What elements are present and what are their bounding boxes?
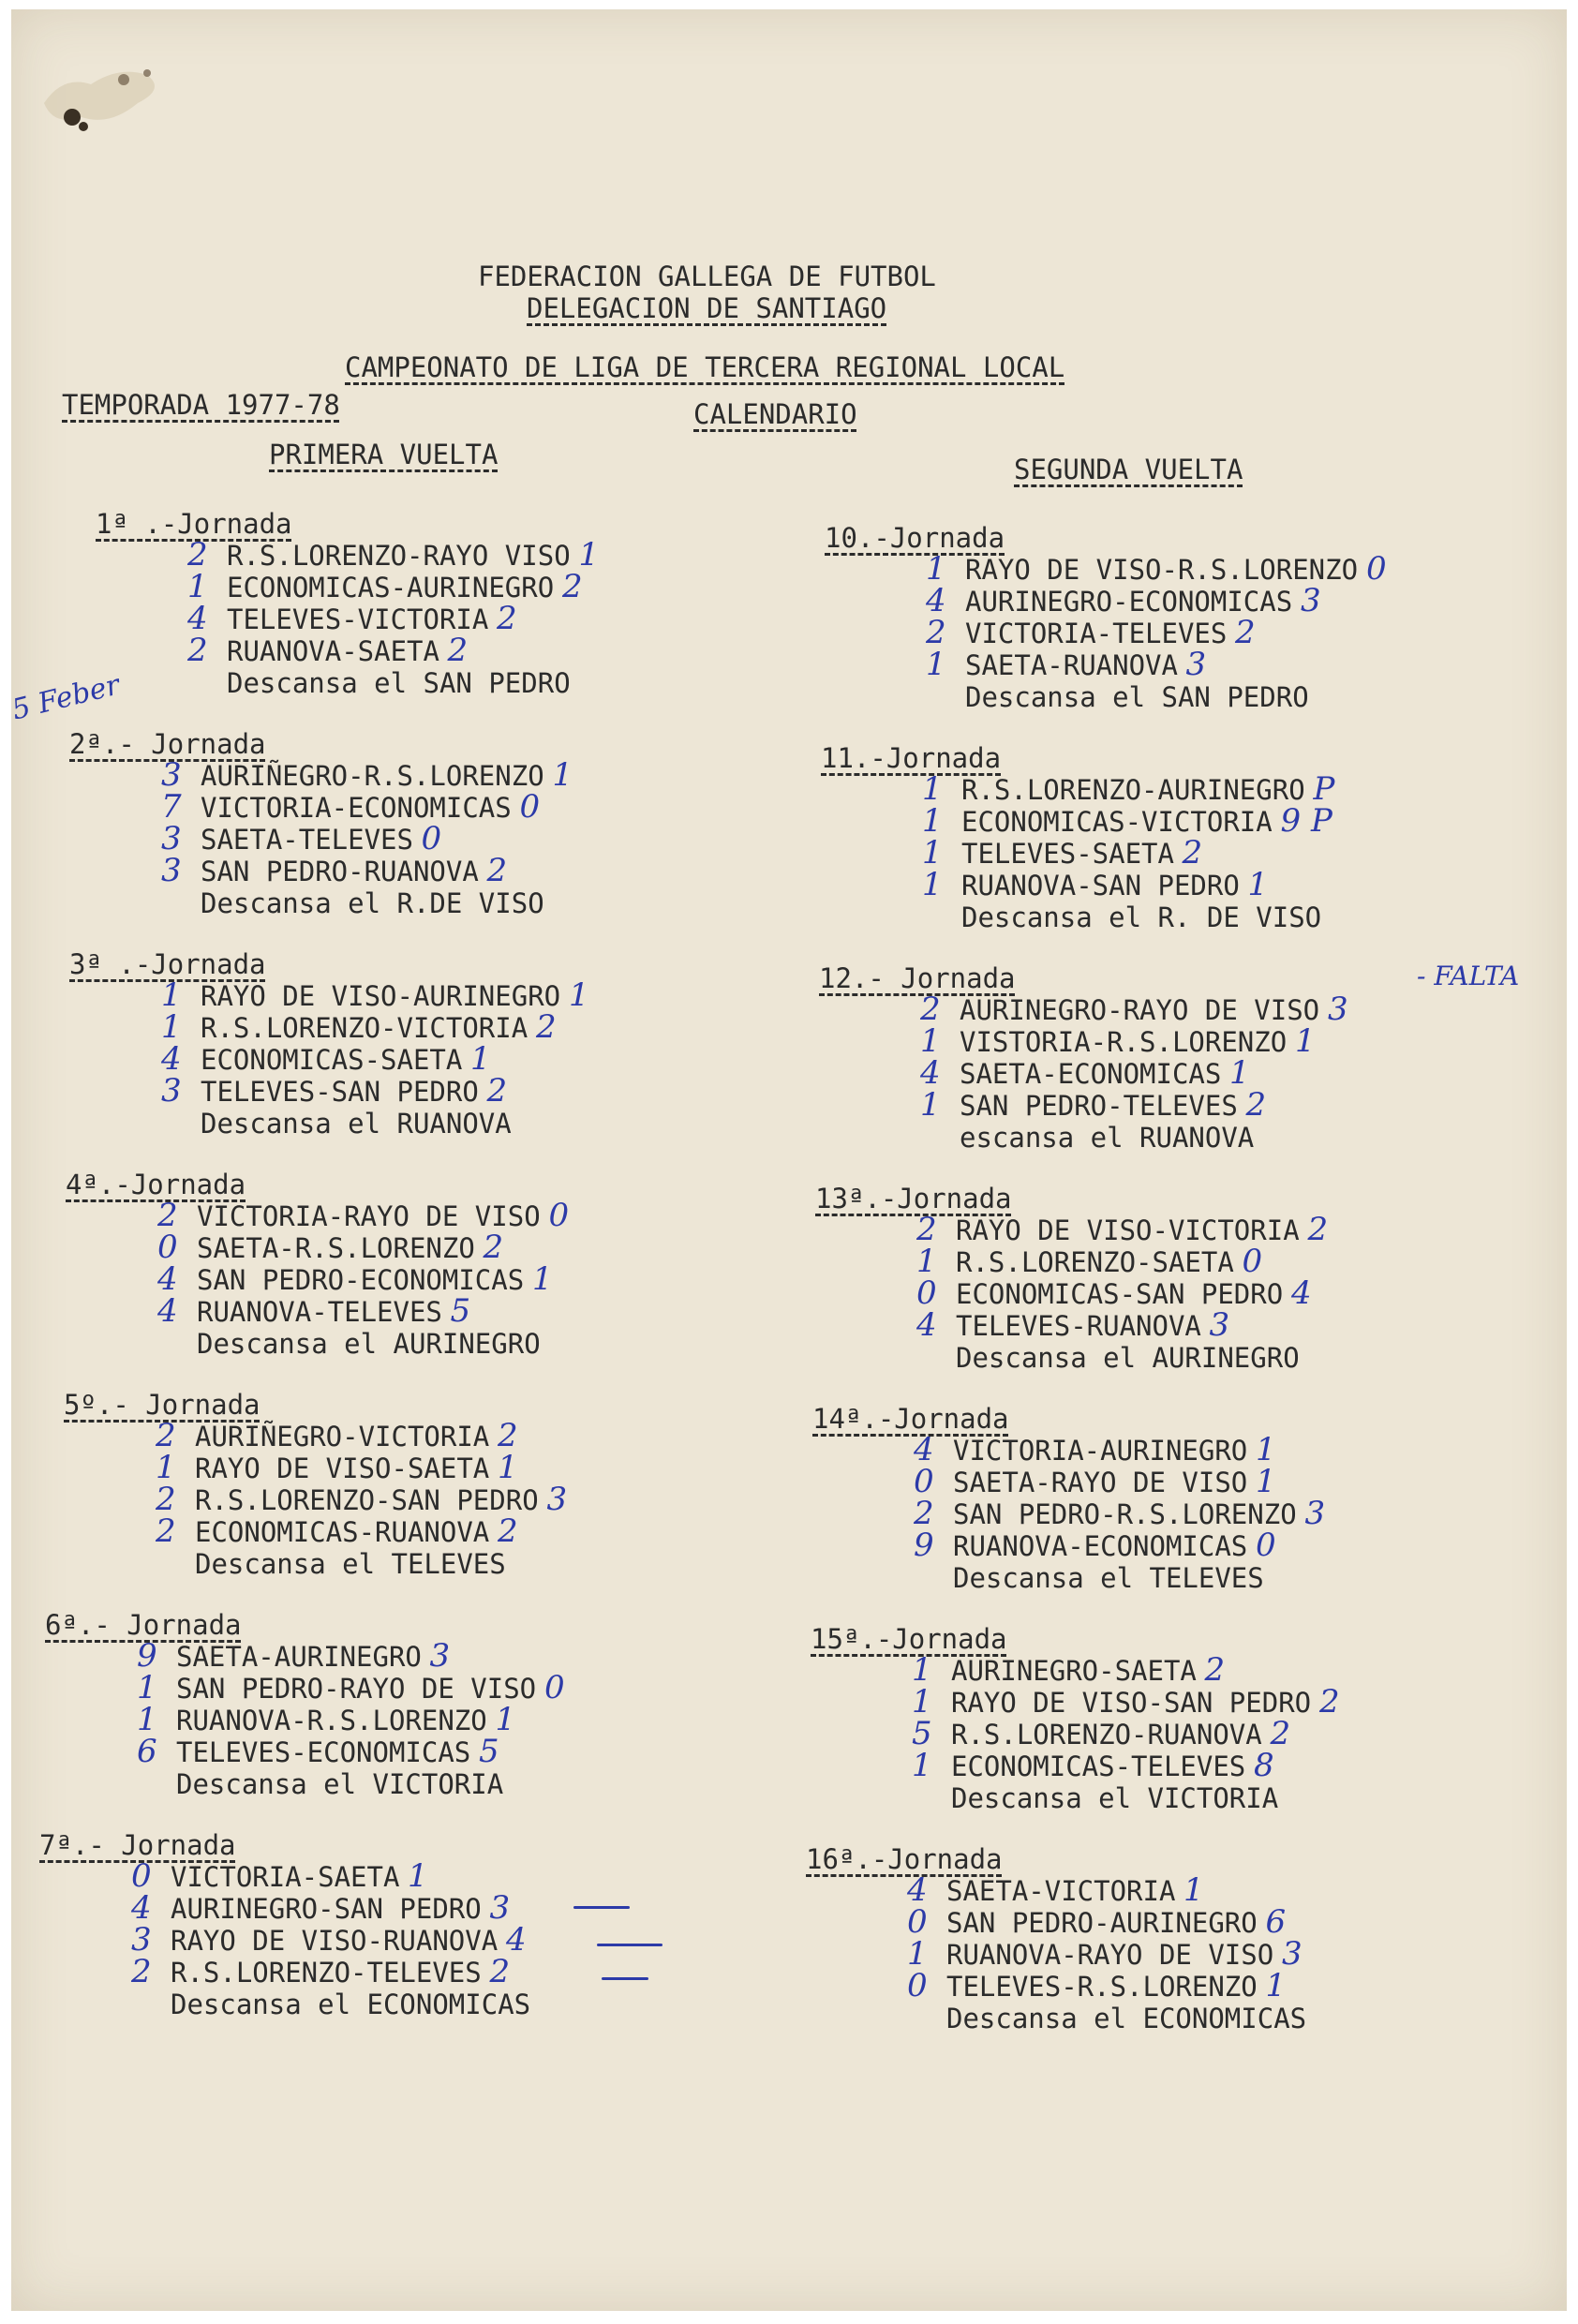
handwritten-score: 1: [922, 770, 943, 808]
handwritten-score: 2: [926, 614, 946, 651]
handwritten-score: 2: [187, 632, 208, 669]
handwritten-score: 1: [922, 802, 943, 840]
delegation-title: DELEGACION DE SANTIAGO: [527, 292, 887, 324]
match-fixture: VICTORIA-ECONOMICAS: [201, 792, 512, 824]
jornada-title: 15ª.-Jornada: [811, 1623, 1007, 1655]
handwritten-score: 1: [187, 568, 208, 605]
season-label: TEMPORADA 1977-78: [62, 389, 340, 421]
handwritten-score: 0: [1366, 550, 1387, 588]
handwritten-score: 2: [447, 632, 469, 669]
jornada-title: 16ª.-Jornada: [806, 1843, 1003, 1875]
handwritten-score: 2: [914, 1495, 934, 1532]
handwritten-score: 2: [156, 1417, 176, 1454]
handwritten-score: 5: [479, 1733, 499, 1770]
handwritten-score: 3: [1301, 582, 1321, 619]
handwritten-score: 9: [914, 1527, 934, 1564]
match-fixture: R.S.LORENZO-RAYO VISO: [227, 540, 571, 572]
handwritten-score: 1: [1256, 1463, 1276, 1500]
calendar-label: CALENDARIO: [693, 398, 857, 430]
handwritten-score: 3: [161, 852, 182, 889]
handwritten-score: 1: [1295, 1022, 1316, 1060]
handwritten-score: 0: [907, 1903, 928, 1941]
handwritten-score: 4: [157, 1260, 178, 1298]
handwritten-score: 2: [486, 1072, 508, 1110]
match-fixture: VICTORIA-TELEVES: [965, 618, 1228, 649]
handwritten-score: 1: [926, 550, 946, 588]
match-fixture: ECONOMICAS-AURINEGRO: [227, 572, 555, 603]
handwritten-score: 1: [498, 1449, 518, 1486]
handwritten-score: 0: [421, 820, 442, 857]
match-fixture: TELEVES-SAN PEDRO: [201, 1076, 479, 1108]
match-fixture: RAYO DE VISO-RUANOVA: [171, 1925, 499, 1957]
margin-note-falta: - FALTA: [1417, 961, 1520, 991]
handwritten-score: 0: [544, 1669, 565, 1706]
jornada-title: 2ª.- Jornada: [69, 728, 266, 760]
handwritten-score: 2: [1204, 1651, 1226, 1689]
match-fixture: AURINEGRO-ECONOMICAS: [965, 586, 1293, 618]
handwritten-score: 1: [161, 1008, 182, 1046]
handwritten-score: 1: [495, 1701, 516, 1738]
match-fixture: SAETA-R.S.LORENZO: [197, 1232, 475, 1264]
handwritten-score: 1: [926, 646, 946, 683]
handwritten-score: 1: [922, 866, 943, 903]
handwritten-score: 3: [1185, 646, 1207, 683]
handwritten-score: 9: [137, 1637, 157, 1675]
match-fixture: TELEVES-VICTORIA: [227, 603, 489, 635]
match-fixture: RUANOVA-SAETA: [227, 635, 439, 667]
handwritten-score: 5: [912, 1715, 932, 1752]
match-fixture: R.S.LORENZO-RUANOVA: [951, 1719, 1262, 1750]
handwritten-score: 2: [536, 1008, 557, 1046]
handwritten-score: 1: [408, 1857, 428, 1895]
handwritten-score: 1: [532, 1260, 553, 1298]
handwritten-score: 2: [1182, 834, 1203, 872]
handwritten-score: 4: [1291, 1274, 1312, 1312]
rest-team-note: Descansa el TELEVES: [953, 1562, 1264, 1594]
match-fixture: RUANOVA-R.S.LORENZO: [176, 1705, 487, 1736]
rest-team-note: Descansa el ECONOMICAS: [171, 1989, 531, 2020]
jornada-title: 6ª.- Jornada: [45, 1609, 242, 1641]
document-sheet: [8, 9, 1567, 2311]
handwritten-score: 4: [916, 1306, 937, 1344]
handwritten-score: 2: [187, 536, 208, 574]
handwritten-score: 2: [131, 1953, 152, 1990]
handwritten-score: 3: [489, 1889, 511, 1927]
rest-team-note: Descansa el ECONOMICAS: [946, 2003, 1307, 2034]
handwritten-score: 3: [429, 1637, 451, 1675]
match-fixture: TELEVES-SAETA: [961, 838, 1174, 870]
handwritten-score: 4: [506, 1921, 527, 1959]
handwritten-score: 2: [157, 1197, 178, 1234]
handwritten-score: 1: [1265, 1967, 1287, 2004]
rest-team-note: escansa el RUANOVA: [960, 1122, 1255, 1154]
first-round-heading: PRIMERA VUELTA: [269, 439, 499, 470]
rest-team-note: Descansa el R. DE VISO: [961, 901, 1322, 933]
rest-team-note: Descansa el R.DE VISO: [201, 887, 544, 919]
second-round-heading: SEGUNDA VUELTA: [1014, 454, 1243, 485]
rest-team-note: Descansa el SAN PEDRO: [227, 667, 571, 699]
ink-dash: [573, 1906, 630, 1909]
handwritten-score: 2: [156, 1512, 176, 1550]
ink-dash: [602, 1977, 648, 1980]
handwritten-score: 1: [470, 1040, 491, 1078]
handwritten-score: 2: [1270, 1715, 1291, 1752]
match-fixture: VISTORIA-R.S.LORENZO: [960, 1026, 1288, 1058]
match-fixture: TELEVES-ECONOMICAS: [176, 1736, 471, 1768]
handwritten-score: 0: [548, 1197, 570, 1234]
match-fixture: AURINEGRO-SAETA: [951, 1655, 1197, 1687]
championship-title: CAMPEONATO DE LIGA DE TERCERA REGIONAL LOCAL: [345, 351, 1065, 383]
handwritten-score: 4: [157, 1292, 178, 1330]
handwritten-score: 1: [569, 976, 589, 1014]
handwritten-score: 7: [161, 788, 182, 826]
handwritten-score: 1: [1247, 866, 1269, 903]
rest-team-note: Descansa el RUANOVA: [201, 1108, 512, 1140]
match-fixture: TELEVES-R.S.LORENZO: [946, 1971, 1258, 2003]
handwritten-score: 0: [157, 1229, 178, 1266]
handwritten-score: 2: [156, 1481, 176, 1518]
handwritten-score: 1: [578, 536, 600, 574]
handwritten-score: 1: [1256, 1431, 1276, 1468]
handwritten-score: 8: [1254, 1747, 1274, 1784]
handwritten-score: 3: [1282, 1935, 1303, 1973]
match-fixture: RAYO DE VISO-SAN PEDRO: [951, 1687, 1312, 1719]
match-fixture: ECONOMICAS-TELEVES: [951, 1750, 1246, 1782]
match-fixture: RAYO DE VISO-R.S.LORENZO: [965, 554, 1359, 586]
match-fixture: R.S.LORENZO-AURINEGRO: [961, 774, 1305, 806]
match-fixture: SAN PEDRO-RUANOVA: [201, 856, 479, 887]
match-fixture: SAN PEDRO-AURINEGRO: [946, 1907, 1258, 1939]
handwritten-score: 2: [916, 1211, 937, 1248]
rest-team-note: Descansa el TELEVES: [195, 1548, 506, 1580]
handwritten-score: 4: [914, 1431, 934, 1468]
handwritten-score: 3: [161, 756, 182, 794]
match-fixture: R.S.LORENZO-TELEVES: [171, 1957, 482, 1989]
handwritten-score: 1: [161, 976, 182, 1014]
match-fixture: ECONOMICAS-VICTORIA: [961, 806, 1273, 838]
match-fixture: SAN PEDRO-ECONOMICAS: [197, 1264, 525, 1296]
jornada-title: 7ª.- Jornada: [39, 1829, 236, 1861]
handwritten-score: 1: [916, 1243, 937, 1280]
handwritten-score: 0: [131, 1857, 152, 1895]
handwritten-score: 6: [137, 1733, 157, 1770]
match-fixture: RAYO DE VISO-SAETA: [195, 1452, 490, 1484]
match-fixture: R.S.LORENZO-VICTORIA: [201, 1012, 528, 1044]
handwritten-score: 0: [1256, 1527, 1276, 1564]
jornada-title: 14ª.-Jornada: [812, 1403, 1009, 1435]
match-fixture: SAN PEDRO-TELEVES: [960, 1090, 1238, 1122]
match-fixture: RUANOVA-ECONOMICAS: [953, 1530, 1248, 1562]
match-fixture: RUANOVA-SAN PEDRO: [961, 870, 1240, 901]
handwritten-score: 4: [187, 600, 208, 637]
handwritten-score: 5: [450, 1292, 471, 1330]
handwritten-score: 2: [489, 1953, 511, 1990]
match-fixture: SAETA-AURINEGRO: [176, 1641, 422, 1673]
match-fixture: RUANOVA-RAYO DE VISO: [946, 1939, 1274, 1971]
handwritten-score: 1: [912, 1747, 932, 1784]
handwritten-score: 4: [131, 1889, 152, 1927]
handwritten-score: 3: [1328, 991, 1348, 1028]
handwritten-score: 3: [131, 1921, 152, 1959]
handwritten-score: 3: [1209, 1306, 1230, 1344]
handwritten-score: 3: [161, 820, 182, 857]
match-fixture: ECONOMICAS-RUANOVA: [195, 1516, 490, 1548]
handwritten-score: 1: [156, 1449, 176, 1486]
handwritten-score: 3: [161, 1072, 182, 1110]
handwritten-score: 2: [562, 568, 583, 605]
handwritten-score: 1: [137, 1669, 157, 1706]
handwritten-score: 1: [137, 1701, 157, 1738]
handwritten-score: 4: [907, 1871, 928, 1909]
handwritten-score: 4: [926, 582, 946, 619]
handwritten-score: 3: [1304, 1495, 1326, 1532]
handwritten-score: 2: [498, 1417, 518, 1454]
handwritten-score: 1: [920, 1086, 941, 1124]
jornada-title: 11.-Jornada: [821, 742, 1002, 774]
match-fixture: RAYO DE VISO-AURINEGRO: [201, 980, 561, 1012]
match-fixture: VICTORIA-SAETA: [171, 1861, 400, 1893]
paper-damage-stain: [35, 37, 175, 150]
handwritten-score: 4: [920, 1054, 941, 1092]
handwritten-score: 0: [914, 1463, 934, 1500]
handwritten-score: 1: [922, 834, 943, 872]
handwritten-score: 2: [920, 991, 941, 1028]
match-fixture: SAN PEDRO-RAYO DE VISO: [176, 1673, 537, 1705]
handwritten-score: P: [1313, 770, 1335, 808]
match-fixture: TELEVES-RUANOVA: [956, 1310, 1201, 1342]
handwritten-score: 1: [912, 1683, 932, 1721]
handwritten-score: 1: [912, 1651, 932, 1689]
match-fixture: RUANOVA-TELEVES: [197, 1296, 442, 1328]
federation-title: FEDERACION GALLEGA DE FUTBOL: [478, 261, 936, 292]
handwritten-score: 1: [1229, 1054, 1250, 1092]
handwritten-score: 4: [161, 1040, 182, 1078]
rest-team-note: Descansa el AURINEGRO: [197, 1328, 541, 1360]
jornada-title: 4ª.-Jornada: [66, 1169, 246, 1200]
handwritten-score: 1: [1184, 1871, 1204, 1909]
jornada-title: 13ª.-Jornada: [815, 1183, 1012, 1214]
handwritten-score: 0: [907, 1967, 928, 2004]
jornada-title: 1ª .-Jornada: [96, 508, 292, 540]
handwritten-score: 1: [552, 756, 573, 794]
match-fixture: SAETA-VICTORIA: [946, 1875, 1176, 1907]
jornada-title: 3ª .-Jornada: [69, 948, 266, 980]
rest-team-note: Descansa el VICTORIA: [951, 1782, 1279, 1814]
match-fixture: SAETA-RUANOVA: [965, 649, 1178, 681]
match-fixture: SAETA-RAYO DE VISO: [953, 1467, 1248, 1498]
handwritten-score: 2: [498, 1512, 518, 1550]
rest-team-note: Descansa el VICTORIA: [176, 1768, 504, 1800]
handwritten-score: 2: [1235, 614, 1256, 651]
handwritten-score: 1: [920, 1022, 941, 1060]
handwritten-score: 9 P: [1280, 802, 1332, 840]
match-fixture: SAN PEDRO-R.S.LORENZO: [953, 1498, 1297, 1530]
jornada-title: 12.- Jornada: [819, 962, 1016, 994]
handwritten-score: 2: [483, 1229, 504, 1266]
match-fixture: AURINEGRO-SAN PEDRO: [171, 1893, 482, 1925]
handwritten-score: 1: [907, 1935, 928, 1973]
handwritten-score: 2: [1245, 1086, 1267, 1124]
handwritten-score: 0: [1242, 1243, 1263, 1280]
handwritten-score: 0: [916, 1274, 937, 1312]
handwritten-score: 2: [1319, 1683, 1340, 1721]
match-fixture: AURINEGRO-RAYO DE VISO: [960, 994, 1320, 1026]
match-fixture: SAETA-TELEVES: [201, 824, 413, 856]
match-fixture: RAYO DE VISO-VICTORIA: [956, 1214, 1300, 1246]
handwritten-score: 3: [546, 1481, 568, 1518]
handwritten-score: 2: [486, 852, 508, 889]
rest-team-note: Descansa el SAN PEDRO: [965, 681, 1309, 713]
match-fixture: AURIÑEGRO-R.S.LORENZO: [201, 760, 544, 792]
ink-dash: [597, 1944, 662, 1946]
handwritten-score: 6: [1265, 1903, 1287, 1941]
jornada-title: 10.-Jornada: [825, 522, 1005, 554]
match-fixture: R.S.LORENZO-SAN PEDRO: [195, 1484, 539, 1516]
match-fixture: AURIÑEGRO-VICTORIA: [195, 1421, 490, 1452]
match-fixture: ECONOMICAS-SAETA: [201, 1044, 463, 1076]
match-fixture: R.S.LORENZO-SAETA: [956, 1246, 1234, 1278]
jornada-title: 5º.- Jornada: [64, 1389, 261, 1421]
match-fixture: ECONOMICAS-SAN PEDRO: [956, 1278, 1284, 1310]
handwritten-score: 2: [1307, 1211, 1329, 1248]
match-fixture: VICTORIA-AURINEGRO: [953, 1435, 1248, 1467]
handwritten-score: 0: [519, 788, 541, 826]
handwritten-score: 2: [497, 600, 517, 637]
rest-team-note: Descansa el AURINEGRO: [956, 1342, 1300, 1374]
match-fixture: VICTORIA-RAYO DE VISO: [197, 1200, 541, 1232]
match-fixture: SAETA-ECONOMICAS: [960, 1058, 1222, 1090]
margin-note-date: 5 Feber: [8, 668, 124, 727]
